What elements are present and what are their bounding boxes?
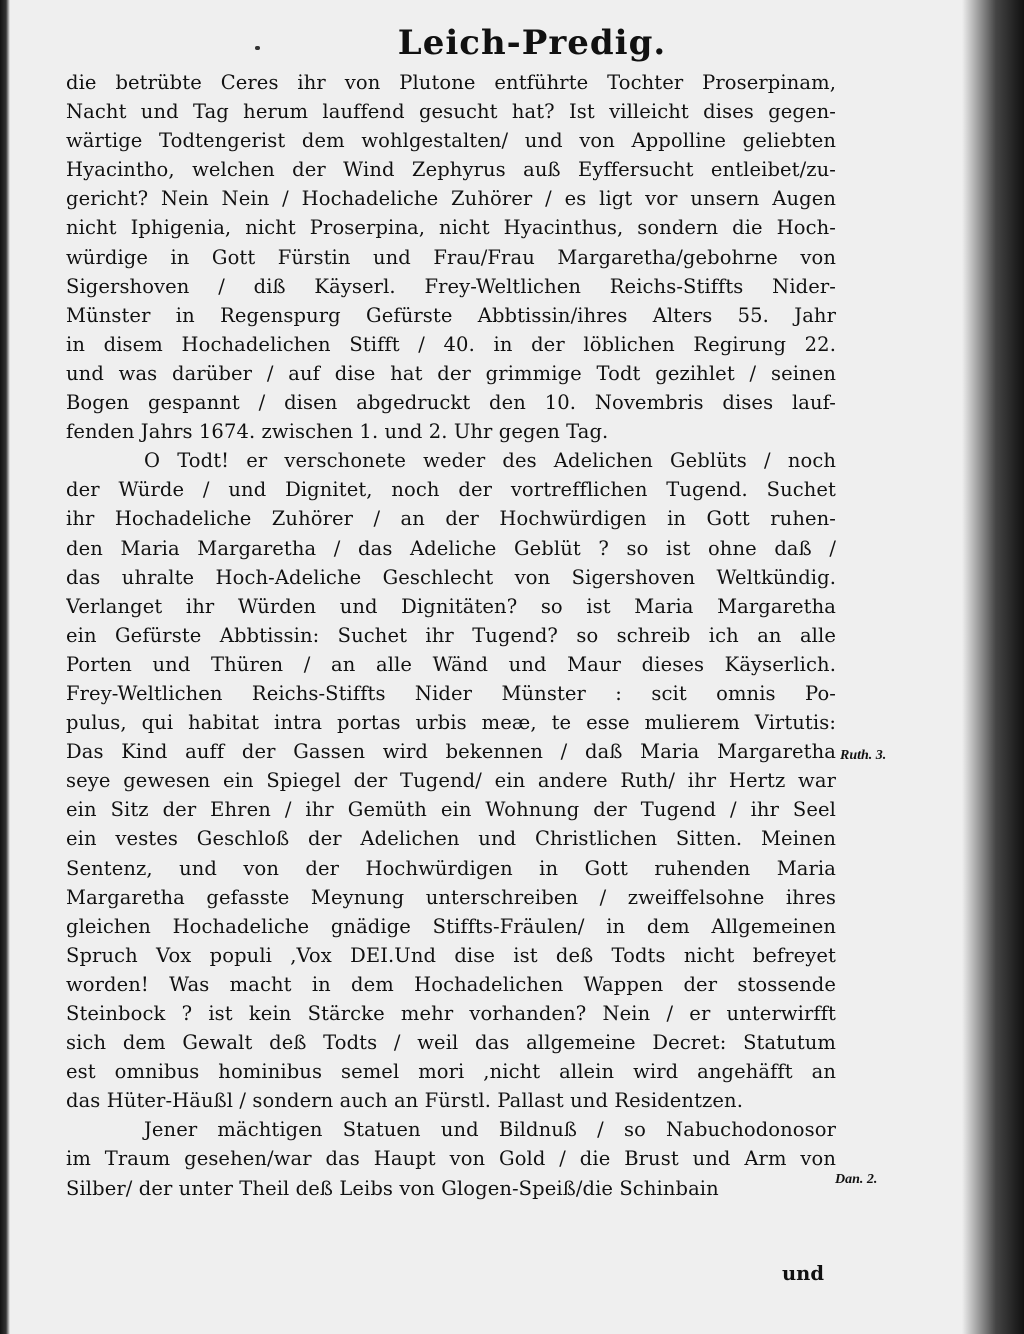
text-line: Porten und Thüren / an alle Wänd und Maur dieses Käyserlich.	[66, 652, 836, 676]
text-line: Bogen gespannt / disen abgedruckt den 10. Novembris dises lauf-	[66, 391, 836, 415]
text-line: Münster in Regenspurg Gefürste Abbtissin/ihres Alters 55. Jahr	[66, 303, 836, 327]
scan-border-left	[0, 0, 10, 1334]
text-line: gericht? Nein Nein / Hochadeliche Zuhörer / es ligt vor unsern Augen	[66, 187, 836, 211]
text-line: Hyacintho, welchen der Wind Zephyrus auß Eyffersucht entleibet/zu-	[66, 158, 836, 182]
text-line: ein Sitz der Ehren / ihr Gemüth ein Wohnung der Tugend / ihr Seel	[66, 798, 836, 822]
text-line: das uhralte Hoch-Adeliche Geschlecht von Sigershoven Weltkündig.	[66, 565, 836, 589]
text-line: est omnibus hominibus semel mori ,nicht allein wird angehäfft an	[66, 1060, 836, 1084]
text-line: Sigershoven / diß Käyserl. Frey-Weltlichen Reichs-Stiffts Nider-	[66, 274, 836, 298]
text-line: wärtige Todtengerist dem wohlgestalten/ und von Appolline geliebten	[66, 129, 836, 153]
text-line: O Todt! er verschonete weder des Adelichen Geblüts / noch	[144, 449, 836, 473]
text-line: in disem Hochadelichen Stifft / 40. in der löblichen Regirung 22.	[66, 332, 836, 356]
sermon-text	[66, 68, 836, 1203]
text-line: Jener mächtigen Statuen und Bildnuß / so Nabuchodonosor	[144, 1118, 836, 1142]
text-line: Sentenz, und von der Hochwürdigen in Gott ruhenden Maria	[66, 856, 836, 880]
text-line: ein vestes Geschloß der Adelichen und Christlichen Sitten. Meinen	[66, 827, 836, 851]
text-line: Spruch Vox populi ,Vox DEI.Und dise ist deß Todts nicht befreyet	[66, 943, 836, 967]
text-line: fenden Jahrs 1674. zwischen 1. und 2. Uhr gegen Tag.	[66, 420, 609, 444]
text-line: das Hüter-Häußl / sondern auch an Fürstl. Pallast und Residentzen.	[66, 1089, 743, 1113]
text-line: den Maria Margaretha / das Adeliche Geblüt ? so ist ohne daß /	[66, 536, 836, 560]
text-line: ihr Hochadeliche Zuhörer / an der Hochwürdigen in Gott ruhen-	[66, 507, 836, 531]
text-line: Steinbock ? ist kein Stärcke mehr vorhanden? Nein / er unterwirfft	[66, 1002, 836, 1025]
text-line: Das Kind auff der Gassen wird bekennen / daß Maria Margaretha	[66, 740, 836, 764]
catchword: und	[782, 1262, 824, 1285]
text-line: seye gewesen ein Spiegel der Tugend/ ein andere Ruth/ ihr Hertz war	[66, 769, 836, 793]
text-line: Nacht und Tag herum lauffend gesucht hat? Ist villeicht dises gegen-	[66, 100, 836, 124]
text-line: und was darüber / auf dise hat der grimmige Todt gezihlet / seinen	[66, 361, 836, 385]
text-line: der Würde / und Dignitet, noch der vortrefflichen Tugend. Suchet	[66, 478, 836, 502]
text-line: Margaretha gefasste Meynung unterschreiben / zweiffelsohne ihres	[66, 885, 836, 909]
text-line: nicht Iphigenia, nicht Proserpina, nicht Hyacinthus, sondern die Hoch-	[66, 216, 836, 240]
text-line: worden! Was macht in dem Hochadelichen Wappen der stossende	[66, 972, 836, 996]
text-line: pulus, qui habitat intra portas urbis meæ, te esse mulierem Virtutis:	[66, 711, 836, 735]
scan-border-right	[962, 0, 1024, 1334]
text-line: ein Gefürste Abbtissin: Suchet ihr Tugend? so schreib ich an alle	[66, 623, 836, 647]
text-line: im Traum gesehen/war das Haupt von Gold / die Brust und Arm von	[66, 1147, 836, 1171]
running-header: Leich-Predig.	[397, 23, 667, 63]
text-line: Frey-Weltlichen Reichs-Stiffts Nider Münster : scit omnis Po-	[66, 681, 836, 705]
margin-note-daniel: Dan. 2.	[835, 1172, 878, 1187]
text-line: würdige in Gott Fürstin und Frau/Frau Margaretha/gebohrne von	[66, 245, 836, 269]
text-line: sich dem Gewalt deß Todts / weil das allgemeine Decret: Statutum	[66, 1031, 836, 1055]
text-line: Silber/ der unter Theil deß Leibs von Glogen-Speiß/die Schinbain	[66, 1176, 719, 1200]
text-line: Verlanget ihr Würden und Dignitäten? so ist Maria Margaretha	[66, 594, 836, 618]
margin-note-ruth: Ruth. 3.	[840, 748, 887, 763]
text-line: gleichen Hochadeliche gnädige Stiffts-Fräulen/ in dem Allgemeinen	[66, 914, 836, 938]
text-line: die betrübte Ceres ihr von Plutone entführte Tochter Proserpinam,	[66, 71, 836, 94]
